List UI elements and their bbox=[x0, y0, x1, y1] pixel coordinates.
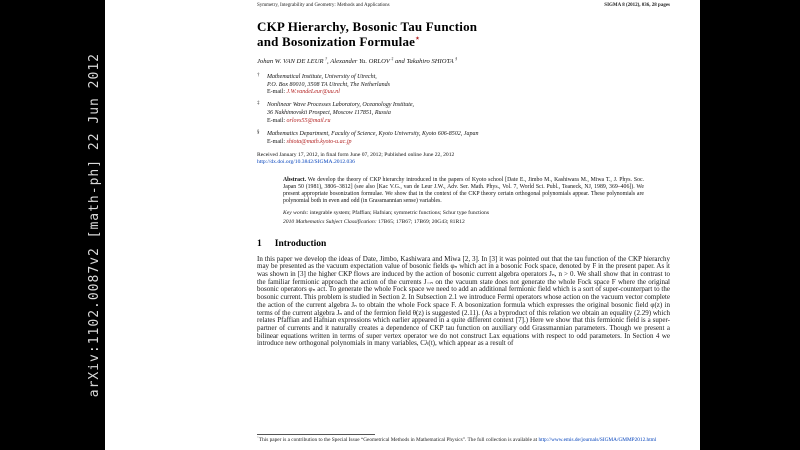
msc-line bbox=[283, 219, 644, 226]
text-segment: This paper is a contribution to the Special Issue “Geometrical Methods in Mathematical Physics”. The full collection is available at bbox=[258, 437, 539, 444]
text-segment: ⋆ bbox=[257, 435, 259, 440]
affiliation-block bbox=[257, 102, 670, 126]
keywords-line bbox=[283, 210, 644, 217]
text-segment: Johan W. VAN DE LEUR bbox=[257, 57, 326, 65]
section-heading bbox=[257, 239, 670, 249]
footnote-area bbox=[257, 434, 670, 444]
hyperlink[interactable]: http://www.emis.de/journals/SIGMA/GMMP2012.html bbox=[538, 437, 657, 444]
footnote-rule bbox=[257, 434, 375, 435]
intro-paragraph bbox=[257, 256, 670, 348]
email-link[interactable]: shiota@math.kyoto-u.ac.jp bbox=[286, 139, 352, 145]
text-segment: § bbox=[455, 56, 458, 61]
letterbox-left bbox=[0, 0, 105, 450]
affiliation-block bbox=[257, 131, 670, 147]
text-segment: ‡ bbox=[391, 56, 394, 61]
affiliation-address: 36 Nakhimovskii Prospect, Moscow 117851, Russia bbox=[267, 110, 391, 117]
text-segment: and Takahiro SHIOTA bbox=[393, 57, 456, 65]
msc-label: 2010 Mathematics Subject Classification: bbox=[283, 218, 377, 225]
text-segment: we introduce Fermi operators whose action on the vacuum vector complete the action of the current algebra Jₙ to obtain the whole Fock space F. A bosonization formula which expresses the original bosonic field φ(z) in terms of the current algebra Jₙ and of the fermion field θ(z) is suggested bbox=[257, 293, 670, 317]
letterbox-right bbox=[700, 0, 800, 450]
abstract bbox=[283, 177, 644, 204]
title-line-2: and Bosonization Formulae bbox=[257, 34, 416, 50]
abstract-text: We develop the theory of CKP hierarchy introduced in the papers of Kyoto school [Date E., Jimbo M., Kashiwara M., Miwa T., J. Phys. Soc. Japan 50 (1981), 3806–3812] (see also [Kac V.G., van de Leur J.W., Adv. Ser. Math. Phys., Vol. 7, World Sci. Publ., Teaneck, NJ, 1989, 369–406]). We present appropriate bosonization formulae. We show that in the context of the CKP theory certain orthogonal polynomials appear. These polynomials are polynomial both in even and odd (in Grassmannian sense) variables. bbox=[283, 177, 644, 204]
email-link[interactable]: J.W.vandeLeur@uu.nl bbox=[286, 89, 340, 96]
citation-ref[interactable]: [3] bbox=[297, 270, 306, 279]
email-label: E-mail: bbox=[267, 118, 285, 125]
affiliation-marker: § bbox=[257, 130, 260, 136]
issue-info: SIGMA 8 (2012), 036, 28 pages bbox=[604, 3, 670, 8]
text-segment: .) Here we show that this fermionic field is a super-partner of currents and it naturally creates a dependence of CKP tau function on auxiliary odd Grassmannian parameters. Though we present a bilinear equations written in terms of super vertex operator we do not construct Lax equations with respect to odd parameters. In Section bbox=[257, 316, 671, 340]
text-segment: it was pointed out that the tau function of the CKP hierarchy may be presented as the vacuum expectation value of bosonic fields φₙ which act in a bosonic Fock space, denoted by F in the present paper. As it was shown in bbox=[257, 254, 670, 279]
keywords-text: integrable system; Pfaffian; Hafnian; symmetric functions; Schur type functions bbox=[308, 209, 490, 216]
citation-ref[interactable]: 4 bbox=[655, 331, 660, 340]
title-footnote-mark[interactable]: ⋆ bbox=[415, 34, 421, 43]
running-header bbox=[257, 3, 670, 8]
arxiv-stamp: arXiv:1102.0087v2 [math-ph] 22 Jun 2012 bbox=[87, 52, 102, 398]
citation-ref[interactable]: [2, 3] bbox=[462, 254, 478, 263]
authors-line bbox=[257, 58, 670, 65]
text-segment: which relates Pfaffian and Hafnian expressions which earlier appeared in a quite different context bbox=[257, 308, 670, 325]
citation-ref[interactable]: [3] bbox=[489, 254, 498, 263]
text-segment: . In Subsection bbox=[404, 293, 449, 302]
email-link[interactable]: orlovs55@mail.ru bbox=[286, 118, 331, 125]
text-segment: In this paper we develop the ideas of Date, Jimbo, Kashiwara and Miwa bbox=[257, 254, 463, 263]
footnote-text bbox=[257, 437, 670, 444]
text-segment: we introduce new orthogonal polynomials in many variables, Cλ(t), which appear as a result of bbox=[257, 331, 670, 348]
text-segment: the higher CKP flows are induced by the action of bosonic current algebra operators Jₙ, n > 0. We shall show that in contrast to the familiar fermionic approach the action of the currents J₋ₙ on the vacuum state does not generate the whole Fock space F where the original bosonic operators φₙ act. To generate the whole Fock space we need to add an additional fermionic field which is a sort of super-counterpart to the bosonic current. This problem is studied in Section bbox=[257, 270, 670, 302]
citation-ref[interactable]: (2.11) bbox=[461, 308, 479, 317]
title-line-1: CKP Hierarchy, Bosonic Tau Function bbox=[257, 19, 478, 34]
text-segment: . In bbox=[477, 254, 490, 263]
msc-text: 17B65; 17B67; 17B69; 20G43; 81R12 bbox=[376, 218, 465, 225]
email-label: E-mail: bbox=[267, 139, 285, 145]
text-segment: . (As a byproduct of this relation we obtain an equality bbox=[478, 308, 635, 317]
abstract-label: Abstract. bbox=[283, 177, 307, 184]
paper-page bbox=[105, 0, 700, 450]
citation-ref[interactable]: 2 bbox=[401, 293, 405, 302]
journal-name: Symmetry, Integrability and Geometry: Methods and Applications bbox=[257, 3, 390, 8]
affiliation-address: Mathematical Institute, University of Utrecht, bbox=[267, 73, 377, 80]
affiliation-address: Mathematics Department, Faculty of Science, Kyoto University, Kyoto 606-8502, Japan bbox=[267, 131, 479, 138]
text-segment: † bbox=[325, 56, 328, 61]
email-label: E-mail: bbox=[267, 89, 285, 96]
citation-ref[interactable]: (2.29) bbox=[634, 308, 652, 317]
doi-link[interactable]: http://dx.doi.org/10.3842/SIGMA.2012.036 bbox=[257, 159, 355, 166]
citation-ref[interactable]: 2.1 bbox=[448, 293, 458, 302]
page-content bbox=[257, 13, 670, 348]
affiliation-address: Nonlinear Wave Processes Laboratory, Oceanology Institute, bbox=[267, 102, 415, 109]
citation-ref[interactable]: [7] bbox=[515, 316, 525, 325]
affiliation-marker: † bbox=[257, 72, 260, 78]
paper-title bbox=[257, 19, 670, 50]
affiliation-address: P.O. Box 80010, 3508 TA Utrecht, The Netherlands bbox=[267, 81, 390, 88]
section-number: 1 bbox=[257, 238, 262, 249]
text-segment: , Alexander Yu. ORLOV bbox=[327, 57, 392, 65]
affiliation-marker: ‡ bbox=[257, 101, 260, 107]
section-title: Introduction bbox=[274, 238, 327, 249]
affiliation-block bbox=[257, 74, 670, 98]
received-line: Received January 17, 2012, in final form June 07, 2012; Published online June 22, 2012 bbox=[257, 151, 455, 158]
keywords-label: Key words: bbox=[283, 209, 309, 216]
